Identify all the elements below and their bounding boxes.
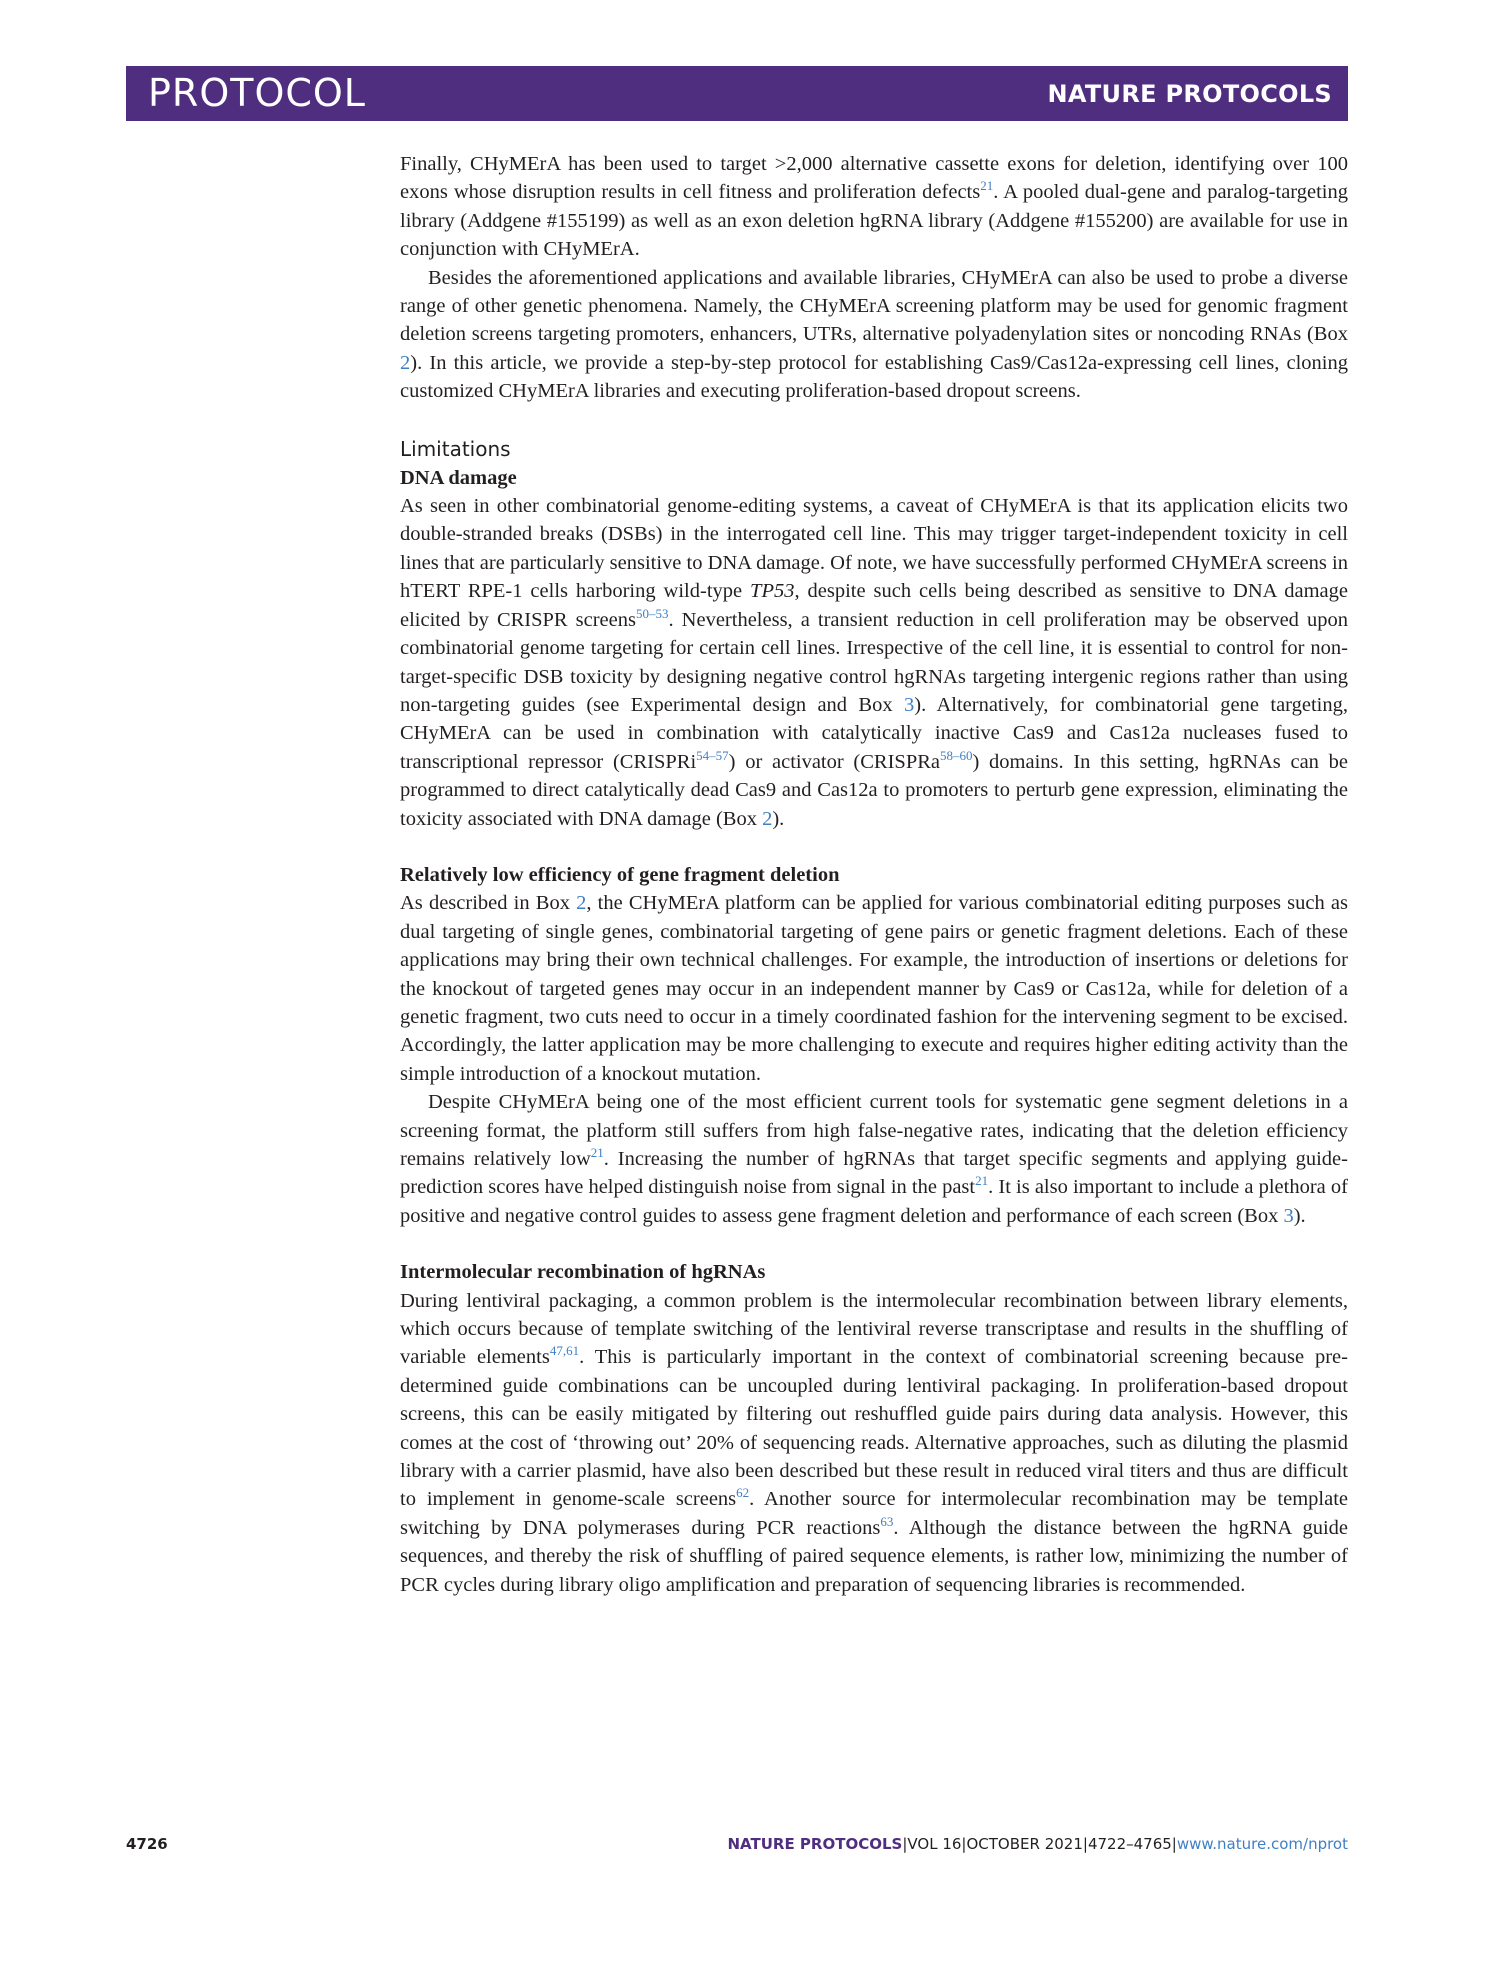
citation-link[interactable]: 62 (736, 1485, 750, 1501)
paragraph: Besides the aforementioned applications and available libraries, CHyMErA can also be used to probe a diverse range of other genetic phenomena. Namely, the CHyMErA screening platform may be used for genomic fragment deletion screens targeting promoters, enhancers, UTRs, alternative polyadenylation sites or noncoding RNAs (Box 2). In this article, we provide a step-by-step protocol for establishing Cas9/Cas12a-expressing cell lines, cloning customized CHyMErA libraries and executing proliferation-based dropout screens. (400, 266, 1348, 403)
paragraph: During lentiviral packaging, a common problem is the intermolecular recombination between library elements, which occurs because of template switching of the lentiviral reverse transcriptase and results in the shuffling of variable elements$^{47,61}$. This is particularly important in the context of combinatorial screening because pre-determined guide combinations can be uncoupled during lentiviral packaging. In proliferation-based dropout screens, this can be easily mitigated by filtering out reshuffled guide pairs during data analysis. However, this comes at the cost of ‘throwing out’ 20% of sequencing reads. Alternative approaches, such as diluting the plasmid library with a carrier plasmid, have also been described but these result in reduced viral titers and thus are difficult to implement in genome-scale screens$^{62}$. Another source for intermolecular recombination may be template switching by DNA polymerases during PCR reactions$^{63}$. Although the distance between the hgRNA guide sequences, and thereby the risk of shuffling of paired sequence elements, is rather low, minimizing the number of PCR cycles during library oligo amplification and preparation of sequencing libraries is recommended. (400, 1289, 1349, 1596)
article-body (400, 150, 1348, 1599)
footer-date: OCTOBER 2021 (966, 1835, 1083, 1853)
citation-link[interactable]: 54–57 (696, 747, 729, 763)
section-label: PROTOCOL (148, 71, 366, 115)
box-link[interactable]: 2 (576, 892, 587, 915)
page-number: 4726 (126, 1835, 168, 1853)
citation-link[interactable]: 50–53 (635, 605, 669, 621)
subsection-heading: DNA damage (400, 466, 517, 489)
subsection-heading: Intermolecular recombination of hgRNAs (400, 1261, 766, 1284)
citation-link[interactable]: 47,61 (549, 1343, 580, 1359)
citation-link[interactable]: 58–60 (940, 747, 973, 763)
citation-link[interactable]: 63 (880, 1514, 894, 1530)
paragraph: Despite CHyMErA being one of the most efficient current tools for systematic gene segment deletions in a screening format, the platform still suffers from high false-negative rates, indicating that the deletion efficiency remains relatively low$^{21}$. Increasing the number of hgRNAs that target specific segments and applying guide-prediction scores have helped distinguish noise from signal in the past$^{21}$. It is also important to include a plethora of positive and negative control guides to assess gene fragment deletion and performance of each screen (Box 3). (400, 1091, 1348, 1227)
subsection-heading: Relatively low efficiency of gene fragment deletion (400, 863, 840, 886)
section-heading: Limitations (400, 436, 511, 461)
paragraph: As seen in other combinatorial genome-editing systems, a caveat of CHyMErA is that its application elicits two double-stranded breaks (DSBs) in the interrogated cell line. This may trigger target-independent toxicity in cell lines that are particularly sensitive to DNA damage. Of note, we have successfully performed CHyMErA screens in hTERT RPE-1 cells harboring wild-type TP53, despite such cells being described as sensitive to DNA damage elicited by CRISPR screens$^{50-53}$. Nevertheless, a transient reduction in cell proliferation may be observed upon combinatorial genome targeting for certain cell lines. Irrespective of the cell line, it is essential to control for non-target-specific DSB toxicity by designing negative control hgRNAs targeting intergenic regions rather than using non-targeting guides (see Experimental design and Box 3). Alternatively, for combinatorial gene targeting, CHyMErA can be used in combination with catalytically inactive Cas9 and Cas12a nucleases fused to transcriptional repressor (CRISPRi$^{54-57}$) or activator (CRISPRa$^{58-60}$) domains. In this setting, hgRNAs can be programmed to direct catalytically dead Cas9 and Cas12a to promoters to perturb gene expression, eliminating the toxicity associated with DNA damage (Box 2). (400, 495, 1348, 830)
header-bar (126, 66, 1348, 121)
citation-link[interactable]: 21 (590, 1145, 604, 1161)
box-link[interactable]: 2 (762, 807, 773, 830)
box-link[interactable]: 3 (904, 693, 915, 716)
footer-pages: 4722–4765 (1087, 1835, 1172, 1853)
gene-name: TP53 (750, 580, 795, 603)
paragraph: Finally, CHyMErA has been used to target >2,000 alternative cassette exons for deletion, identifying over 100 exons whose disruption results in cell fitness and proliferation defects$^{21}$. A pooled dual-gene and paralog-targeting library (Addgene #155199) as well as an exon deletion hgRNA library (Addgene #155200) are available for use in conjunction with CHyMErA. (400, 153, 1348, 261)
footer-url-link[interactable]: www.nature.com/nprot (1176, 1835, 1348, 1853)
footer-volume: VOL 16 (907, 1835, 962, 1853)
paragraph: As described in Box 2, the CHyMErA platform can be applied for various combinatorial editing purposes such as dual targeting of single genes, combinatorial targeting of gene pairs or genetic fragment deletions. Each of these applications may bring their own technical challenges. For example, the introduction of insertions or deletions for the knockout of targeted genes may occur in an independent manner by Cas9 or Cas12a, while for deletion of a genetic fragment, two cuts need to occur in a timely coordinated fashion for the intervening segment to be excised. Accordingly, the latter application may be more challenging to execute and requires higher editing activity than the simple introduction of a knockout mutation. (400, 892, 1348, 1085)
box-link[interactable]: 3 (1283, 1204, 1294, 1227)
footer-citation: NATURE PROTOCOLS|VOL 16|OCTOBER 2021|4722–4765|www.nature.com/nprot (727, 1835, 1348, 1853)
footer-journal: NATURE PROTOCOLS (727, 1835, 903, 1853)
box-link[interactable]: 2 (400, 351, 411, 374)
journal-name: NATURE PROTOCOLS (1047, 80, 1332, 108)
citation-link[interactable]: 21 (975, 1173, 989, 1189)
citation-link[interactable]: 21 (980, 178, 994, 194)
